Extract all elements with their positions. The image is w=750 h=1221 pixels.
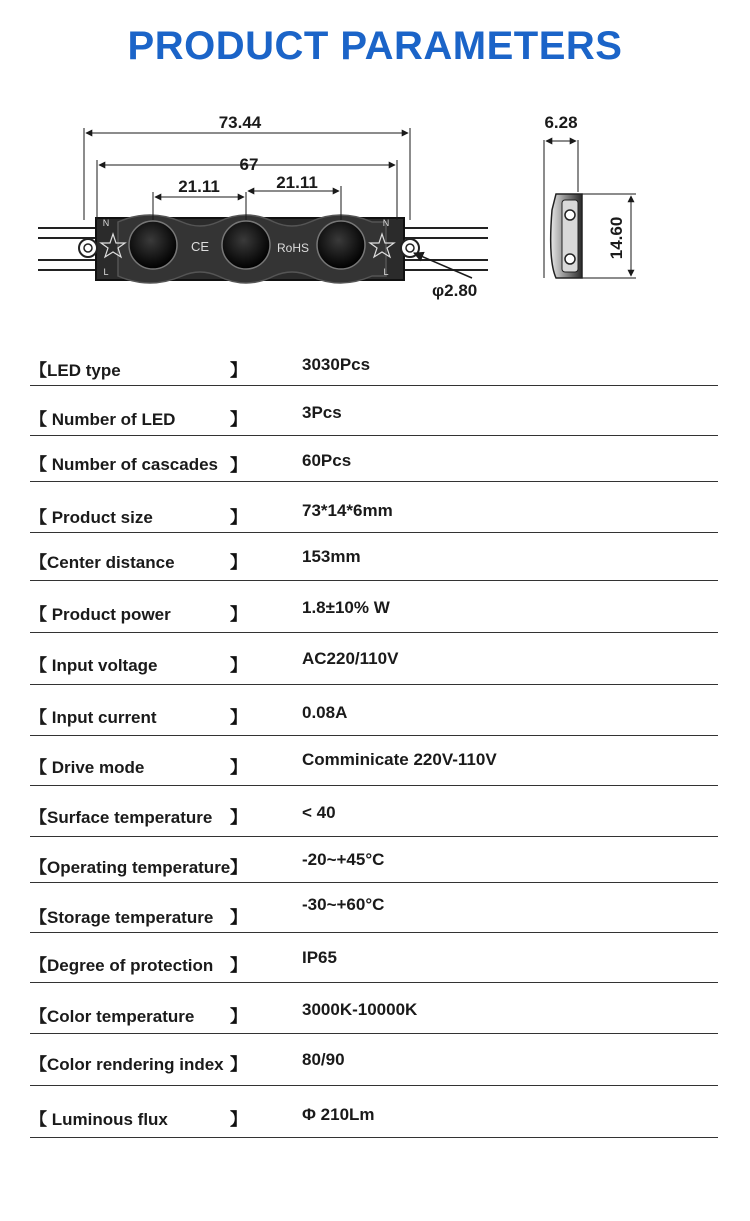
param-value: 60Pcs bbox=[302, 451, 352, 470]
param-bracket: 】 bbox=[230, 456, 247, 475]
param-label: 【 Number of cascades bbox=[30, 455, 219, 474]
ce-mark: CE bbox=[190, 239, 210, 254]
param-row bbox=[30, 482, 718, 533]
param-bracket: 】 bbox=[230, 656, 247, 675]
param-row bbox=[30, 786, 718, 837]
param-value: 3000K-10000K bbox=[302, 1000, 418, 1019]
param-label: 【Color rendering index bbox=[30, 1055, 224, 1074]
parameter-table bbox=[30, 338, 718, 1138]
dim-hole-diameter-label: φ2.80 bbox=[432, 281, 478, 300]
param-row bbox=[30, 581, 718, 633]
param-value: 153mm bbox=[302, 547, 361, 566]
param-bracket: 】 bbox=[230, 758, 247, 777]
param-row bbox=[30, 883, 718, 933]
param-bracket: 】 bbox=[230, 553, 247, 572]
param-label: 【Surface temperature bbox=[30, 808, 213, 827]
param-label: 【Degree of protection bbox=[30, 956, 214, 975]
svg-text:N: N bbox=[102, 218, 110, 228]
param-label: 【 Input current bbox=[30, 708, 157, 727]
dim-total-length bbox=[84, 128, 410, 220]
param-bracket: 】 bbox=[230, 808, 247, 827]
param-label: 【 Input voltage bbox=[30, 656, 158, 675]
svg-text:N: N bbox=[382, 218, 390, 228]
param-row bbox=[30, 1034, 718, 1086]
hole-callout-leader bbox=[414, 253, 472, 278]
param-bracket: 】 bbox=[230, 858, 247, 877]
param-label: 【 Drive mode bbox=[30, 758, 145, 777]
param-row bbox=[30, 338, 718, 386]
param-value: 73*14*6mm bbox=[302, 501, 393, 520]
param-bracket: 】 bbox=[230, 508, 247, 527]
param-bracket: 】 bbox=[230, 708, 247, 727]
module-front-view bbox=[79, 215, 419, 283]
svg-text:L: L bbox=[103, 267, 109, 277]
dim-lens-spacing-left-label: 21.11 bbox=[178, 177, 220, 196]
param-row bbox=[30, 633, 718, 685]
param-bracket: 】 bbox=[230, 605, 247, 624]
param-value: 3030Pcs bbox=[302, 355, 371, 374]
dim-total-length-label: 73.44 bbox=[218, 113, 262, 132]
param-row bbox=[30, 533, 718, 581]
param-value: IP65 bbox=[302, 948, 337, 967]
param-label: 【 Luminous flux bbox=[30, 1110, 168, 1129]
dim-lens-spacing-left bbox=[153, 192, 246, 220]
param-label: 【 Product size bbox=[30, 508, 153, 527]
param-value: 3Pcs bbox=[302, 403, 342, 422]
lens-right bbox=[317, 221, 365, 269]
dim-depth-label: 6.28 bbox=[544, 113, 578, 132]
param-bracket: 】 bbox=[230, 1007, 247, 1026]
param-row bbox=[30, 837, 718, 883]
param-value: < 40 bbox=[302, 803, 336, 822]
param-label: 【Color temperature bbox=[30, 1007, 195, 1026]
param-label: 【 Number of LED bbox=[30, 410, 176, 429]
lens-left bbox=[129, 221, 177, 269]
param-row bbox=[30, 386, 718, 436]
param-label: 【 Product power bbox=[30, 605, 171, 624]
param-bracket: 】 bbox=[230, 361, 247, 380]
param-row bbox=[30, 685, 718, 736]
param-bracket: 】 bbox=[230, 410, 247, 429]
rohs-mark: RoHS bbox=[276, 241, 310, 255]
param-row bbox=[30, 983, 718, 1034]
param-bracket: 】 bbox=[230, 1110, 247, 1129]
param-bracket: 】 bbox=[230, 908, 247, 927]
param-row bbox=[30, 1086, 718, 1138]
param-value: 80/90 bbox=[302, 1050, 345, 1069]
param-label: 【Operating temperature bbox=[30, 858, 231, 877]
param-label: 【LED type bbox=[30, 361, 121, 380]
dim-height-label: 14.60 bbox=[607, 216, 626, 260]
param-bracket: 】 bbox=[230, 1055, 247, 1074]
param-value: Φ 210Lm bbox=[302, 1105, 375, 1124]
dim-hole-spacing-label: 67 bbox=[239, 155, 259, 174]
param-value: -20~+45°C bbox=[302, 850, 385, 869]
param-label: 【Storage temperature bbox=[30, 908, 214, 927]
param-row bbox=[30, 736, 718, 786]
param-value: Comminicate 220V-110V bbox=[302, 750, 497, 769]
dim-lens-spacing-right-label: 21.11 bbox=[276, 173, 318, 192]
param-bracket: 】 bbox=[230, 956, 247, 975]
param-row bbox=[30, 436, 718, 482]
page-title: PRODUCT PARAMETERS bbox=[127, 24, 623, 68]
param-value: AC220/110V bbox=[302, 649, 399, 668]
param-value: 1.8±10% W bbox=[302, 598, 390, 617]
param-row bbox=[30, 933, 718, 983]
param-value: -30~+60°C bbox=[302, 895, 385, 914]
param-value: 0.08A bbox=[302, 703, 348, 722]
technical-drawing bbox=[0, 100, 750, 320]
param-label: 【Center distance bbox=[30, 553, 175, 572]
lens-center bbox=[222, 221, 270, 269]
svg-text:L: L bbox=[383, 267, 389, 277]
